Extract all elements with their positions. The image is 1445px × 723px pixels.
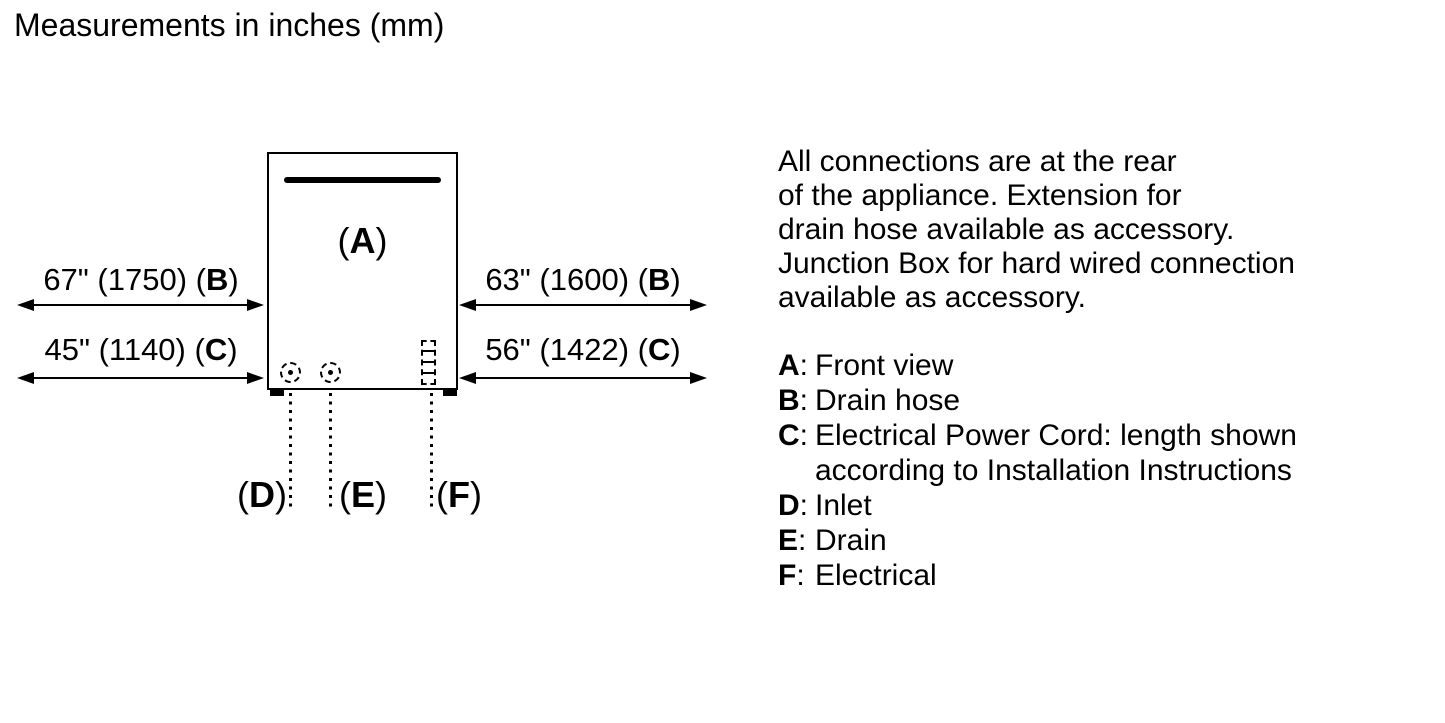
label-paren-close: ): [375, 220, 388, 261]
label-letter-a: A: [349, 220, 376, 261]
measurement-paren-close: ): [227, 332, 238, 367]
legend-row-b: [778, 383, 1297, 418]
label-letter-f: F: [448, 474, 470, 515]
appliance-foot-left: [270, 389, 284, 396]
dimension-arrow-left-c: [17, 371, 264, 385]
notes-line: drain hose available as accessory.: [778, 213, 1235, 246]
legend-row-a: [778, 348, 1297, 383]
appliance-foot-right: [443, 389, 457, 396]
legend-row-f: [778, 558, 1297, 593]
arrowhead-right-icon: [247, 372, 264, 384]
measurement-value: 67" (1750) (: [43, 262, 206, 297]
drain-port-center-dot: [328, 370, 333, 375]
measurement-right-b: [459, 263, 707, 297]
arrowhead-left-icon: [17, 372, 34, 384]
measurement-value: 56" (1422) (: [485, 332, 648, 367]
legend-separator: :: [799, 489, 809, 522]
electrical-terminal-icon: [421, 340, 436, 385]
front-view-label: [267, 220, 458, 262]
label-letter-e: E: [351, 474, 376, 515]
label-paren-open: (: [237, 474, 249, 515]
page-title: Measurements in inches (mm): [14, 7, 445, 43]
measurement-letter: C: [647, 332, 671, 367]
arrowhead-left-icon: [17, 299, 34, 311]
legend-key: A:: [778, 349, 809, 382]
legend-separator: :: [799, 419, 809, 452]
legend-text-line1: Electrical Power Cord: length shown: [815, 419, 1297, 452]
dimension-arrow-left-b: [17, 298, 264, 312]
legend-key: C:: [778, 419, 809, 452]
legend-row-c: [778, 418, 1297, 488]
notes-line: Junction Box for hard wired connection: [778, 247, 1295, 280]
measurement-paren-close: ): [670, 332, 681, 367]
notes-line: All connections are at the rear: [778, 145, 1177, 178]
measurement-letter: B: [647, 262, 671, 297]
measurement-letter: C: [204, 332, 228, 367]
terminal-divider: [423, 372, 434, 374]
legend-row-e: [778, 523, 1297, 558]
arrow-shaft: [476, 377, 690, 379]
connection-label-e: [339, 474, 387, 516]
label-paren-open: (: [339, 474, 351, 515]
arrowhead-right-icon: [690, 372, 707, 384]
measurement-letter: B: [205, 262, 229, 297]
label-letter-d: D: [249, 474, 275, 515]
legend-text: [815, 418, 1297, 488]
inlet-port-icon: [280, 362, 301, 383]
inlet-port-center-dot: [288, 370, 293, 375]
notes-line: of the appliance. Extension for: [778, 179, 1182, 212]
label-paren-open: (: [436, 474, 448, 515]
arrowhead-right-icon: [247, 299, 264, 311]
legend-text: Inlet: [815, 489, 872, 522]
legend: [778, 348, 1297, 593]
leader-line-inlet: [289, 393, 292, 512]
legend-text: Drain hose: [815, 384, 961, 417]
legend-separator: :: [796, 559, 805, 592]
arrowhead-left-icon: [459, 299, 476, 311]
connection-label-d: [237, 474, 287, 516]
notes-line: available as accessory.: [778, 281, 1086, 314]
legend-key: F:: [778, 559, 805, 592]
legend-key: B:: [778, 384, 809, 417]
legend-text-line2: according to Installation Instructions: [815, 454, 1292, 487]
legend-row-d: [778, 488, 1297, 523]
measurement-left-b: [18, 263, 264, 297]
measurement-paren-close: ): [670, 262, 681, 297]
terminal-divider: [423, 361, 434, 363]
leader-line-electrical: [430, 393, 433, 512]
measurement-left-c: [18, 333, 264, 367]
arrowhead-left-icon: [459, 372, 476, 384]
legend-key: D:: [778, 489, 809, 522]
connection-label-f: [436, 474, 482, 516]
legend-separator: :: [799, 349, 809, 382]
arrowhead-right-icon: [690, 299, 707, 311]
label-paren-close: ): [375, 474, 388, 515]
measurement-value: 63" (1600) (: [485, 262, 648, 297]
arrow-shaft: [34, 304, 247, 306]
dimension-arrow-right-b: [459, 298, 707, 312]
arrow-shaft: [34, 377, 247, 379]
legend-text: Front view: [815, 349, 954, 382]
label-paren-open: (: [337, 220, 350, 261]
measurement-value: 45" (1140) (: [44, 332, 205, 367]
drain-port-icon: [320, 362, 341, 383]
legend-key: E:: [778, 524, 807, 557]
door-handle-bar: [284, 177, 441, 183]
legend-separator: :: [798, 524, 807, 557]
measurement-paren-close: ): [228, 262, 239, 297]
leader-line-drain: [329, 393, 332, 512]
legend-text: Electrical: [815, 559, 937, 592]
measurement-right-c: [459, 333, 707, 367]
legend-text: Drain: [815, 524, 887, 557]
arrow-shaft: [476, 304, 690, 306]
dimension-arrow-right-c: [459, 371, 707, 385]
notes-paragraph: [778, 145, 1295, 315]
terminal-divider: [423, 350, 434, 352]
label-paren-close: ): [470, 474, 482, 515]
legend-separator: :: [799, 384, 809, 417]
label-paren-close: ): [275, 474, 287, 515]
